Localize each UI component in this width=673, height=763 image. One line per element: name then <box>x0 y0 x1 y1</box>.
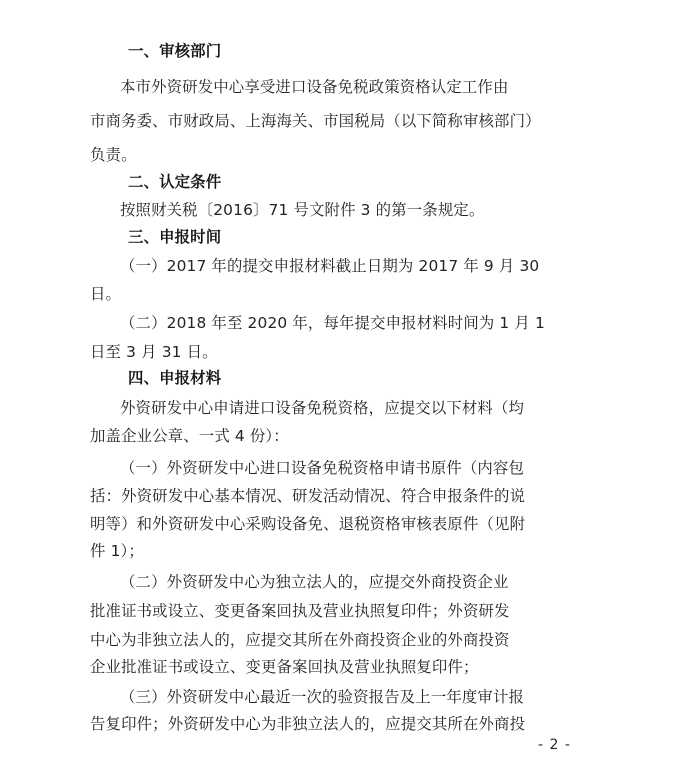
paragraph-line: 日至 3 月 31 日。 <box>90 343 218 361</box>
paragraph-line: 明等）和外资研发中心采购设备免、退税资格审核表原件（见附 <box>90 515 526 533</box>
paragraph-line: 括：外资研发中心基本情况、研发活动情况、符合申报条件的说 <box>90 487 526 505</box>
section-heading-review-department: 一、审核部门 <box>128 42 222 60</box>
paragraph-line: 外资研发中心申请进口设备免税资格，应提交以下材料（均 <box>120 399 525 417</box>
paragraph-line: （一）外资研发中心进口设备免税资格申请书原件（内容包 <box>120 459 525 477</box>
paragraph-line: 负责。 <box>90 146 137 164</box>
paragraph-line: 中心为非独立法人的，应提交其所在外商投资企业的外商投资 <box>90 631 510 649</box>
paragraph-line: （二）外资研发中心为独立法人的，应提交外商投资企业 <box>120 573 509 591</box>
paragraph-line: 加盖企业公章、一式 4 份）： <box>90 427 289 445</box>
paragraph-line: 按照财关税〔2016〕71 号文附件 3 的第一条规定。 <box>120 201 485 219</box>
page-number: - 2 - <box>538 737 571 753</box>
section-heading-filing-time: 三、申报时间 <box>128 228 222 246</box>
paragraph-line: 本市外资研发中心享受进口设备免税政策资格认定工作由 <box>120 78 509 96</box>
paragraph-line: 告复印件；外资研发中心为非独立法人的，应提交其所在外商投 <box>90 715 526 733</box>
paragraph-line: 批准证书或设立、变更备案回执及营业执照复印件；外资研发 <box>90 602 510 620</box>
section-heading-criteria: 二、认定条件 <box>128 173 222 191</box>
paragraph-line: 企业批准证书或设立、变更备案回执及营业执照复印件； <box>90 658 479 676</box>
paragraph-line: （二）2018 年至 2020 年，每年提交申报材料时间为 1 月 1 <box>120 314 545 332</box>
paragraph-line: 日。 <box>90 285 122 303</box>
section-heading-materials: 四、申报材料 <box>128 369 222 387</box>
paragraph-line: （一）2017 年的提交申报材料截止日期为 2017 年 9 月 30 <box>120 257 540 275</box>
paragraph-line: （三）外资研发中心最近一次的验资报告及上一年度审计报 <box>120 688 525 706</box>
paragraph-line: 件 1）； <box>90 542 144 560</box>
paragraph-line: 市商务委、市财政局、上海海关、市国税局（以下简称审核部门） <box>90 112 541 130</box>
